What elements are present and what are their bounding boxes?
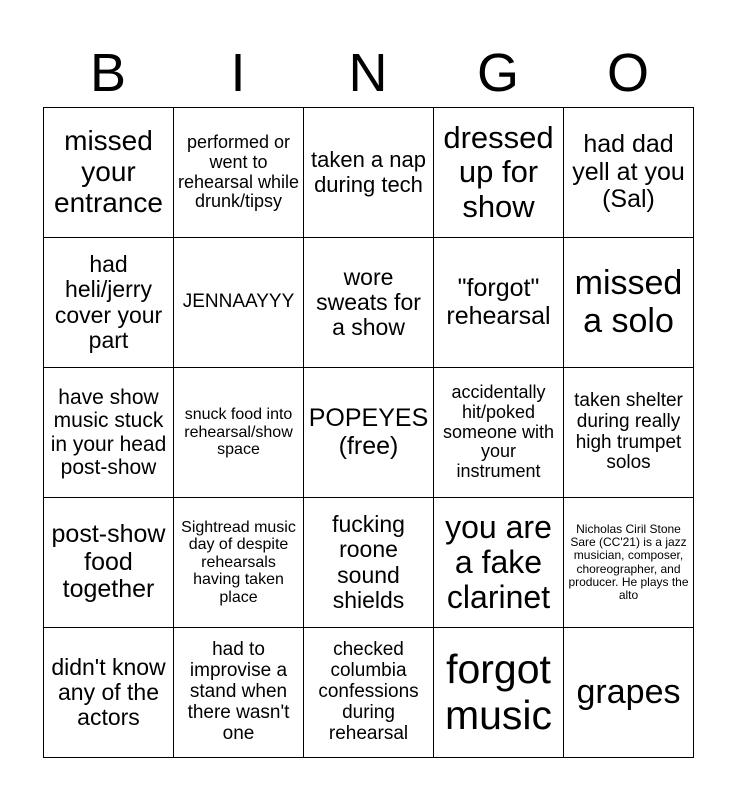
bingo-cell: Nicholas Ciril Stone Sare (CC'21) is a jazz musician, composer, choreographer, and producer. He plays the alto <box>564 498 694 628</box>
bingo-cell: had to improvise a stand when there wasn't one <box>174 628 304 758</box>
bingo-cell: JENNAAYYY <box>174 238 304 368</box>
bingo-cell: accidentally hit/poked someone with your instrument <box>434 368 564 498</box>
board-row <box>44 368 694 498</box>
bingo-cell: grapes <box>564 628 694 758</box>
bingo-cell: missed a solo <box>564 238 694 368</box>
bingo-cell: had heli/jerry cover your part <box>44 238 174 368</box>
header-letter-g: G <box>476 43 519 103</box>
bingo-cell: forgot music <box>434 628 564 758</box>
bingo-header <box>43 40 693 106</box>
bingo-cell: Sightread music day of despite rehearsals having taken place <box>174 498 304 628</box>
bingo-cell: snuck food into rehearsal/show space <box>174 368 304 498</box>
board-row <box>44 238 694 368</box>
header-letter-b: B <box>89 43 127 103</box>
bingo-cell: dressed up for show <box>434 108 564 238</box>
bingo-cell: checked columbia confessions during rehearsal <box>304 628 434 758</box>
bingo-cell: performed or went to rehearsal while drunk/tipsy <box>174 108 304 238</box>
bingo-cell: taken a nap during tech <box>304 108 434 238</box>
board-row <box>44 628 694 758</box>
bingo-cell: you are a fake clarinet <box>434 498 564 628</box>
header-letter-n: N <box>348 43 388 103</box>
header-letter-o: O <box>606 43 649 103</box>
bingo-cell: have show music stuck in your head post-show <box>44 368 174 498</box>
bingo-cell: "forgot" rehearsal <box>434 238 564 368</box>
bingo-cell: didn't know any of the actors <box>44 628 174 758</box>
bingo-cell: taken shelter during really high trumpet solos <box>564 368 694 498</box>
board-row <box>44 498 694 628</box>
bingo-board <box>43 107 694 758</box>
board-row <box>44 108 694 238</box>
header-letter-i: I <box>230 43 246 103</box>
bingo-cell: fucking roone sound shields <box>304 498 434 628</box>
bingo-cell: wore sweats for a show <box>304 238 434 368</box>
bingo-cell: missed your entrance <box>44 108 174 238</box>
bingo-cell: post-show food together <box>44 498 174 628</box>
bingo-cell: POPEYES (free) <box>304 368 434 498</box>
bingo-cell: had dad yell at you (Sal) <box>564 108 694 238</box>
